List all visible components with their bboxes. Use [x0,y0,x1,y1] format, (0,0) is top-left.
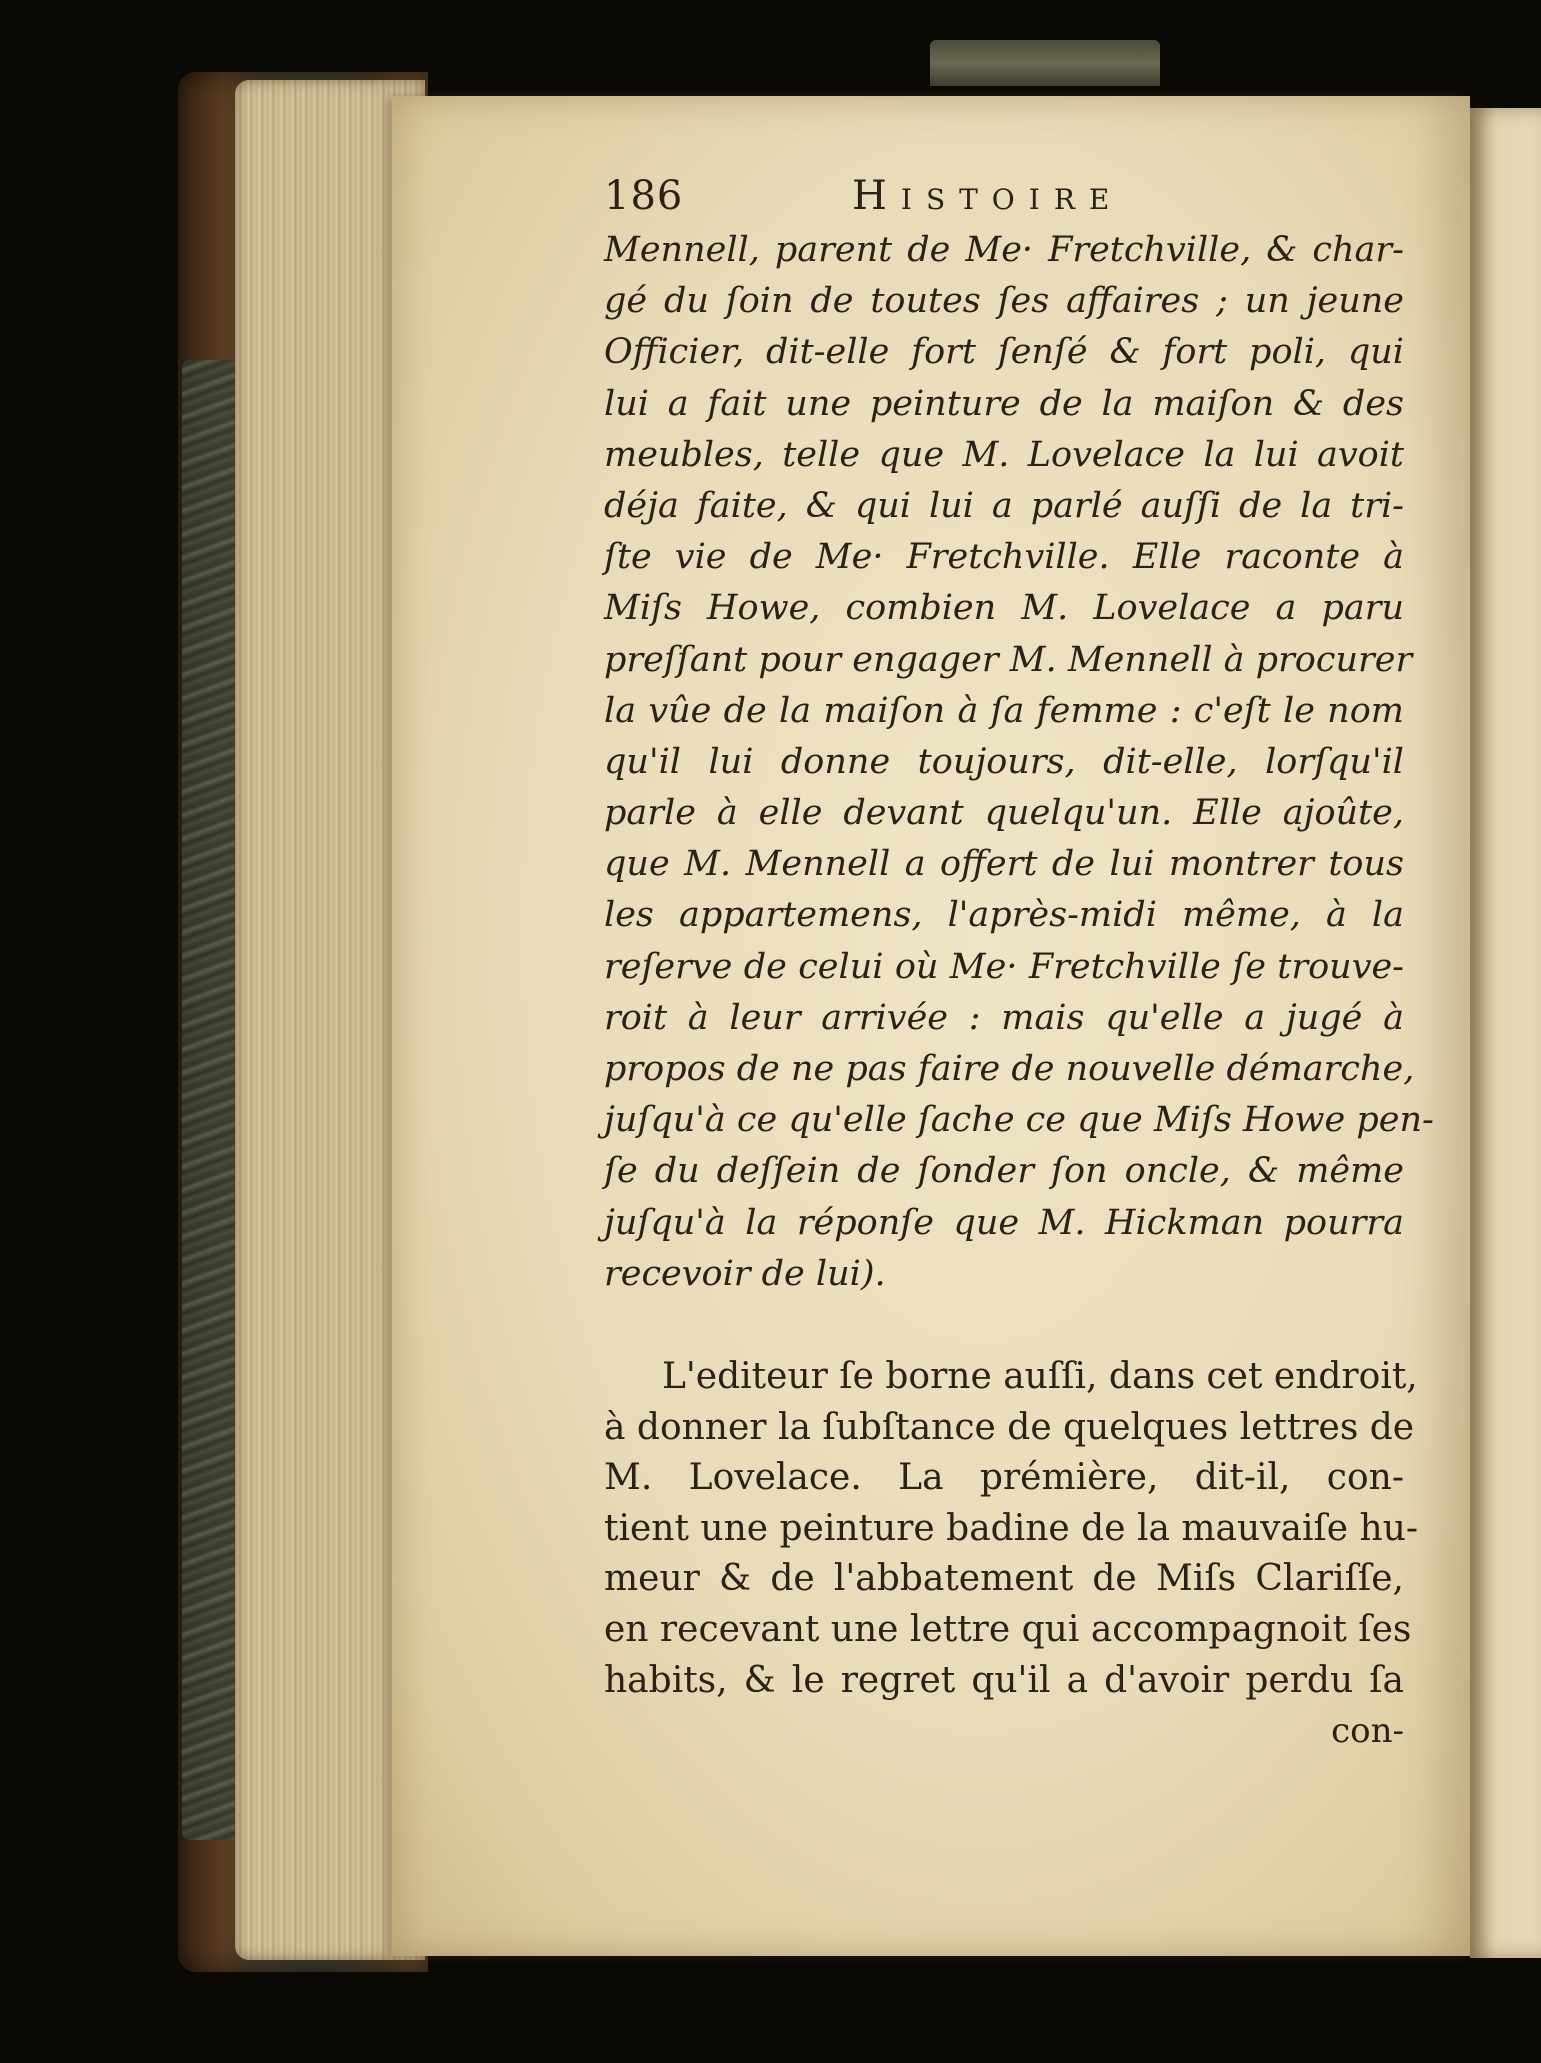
text-line: juſqu'à la réponſe que M. Hickman pourra [604,1202,1404,1243]
text-line: meur & de l'abbatement de Miſs Clariſſe, [604,1558,1404,1600]
text-line: gé du ſoin de toutes ſes affaires ; un jeune [604,281,1404,322]
marbled-cover-texture [182,360,242,1840]
text-line: lui a fait une peinture de la maiſon & des [604,383,1404,424]
text-line: Miſs Howe, combien M. Lovelace a paru [604,588,1404,629]
text-line: L'editeur ſe borne auſſi, dans cet endroit, [662,1355,1418,1397]
text-line: recevoir de lui). [604,1253,886,1294]
page-number: 186 [604,173,684,219]
text-line: preſſant pour engager M. Mennell à procurer [604,639,1413,680]
text-line: déja faite, & qui lui a parlé auſſi de la tri- [604,485,1404,526]
text-line: ſte vie de Me· Fretchville. Elle raconte à [604,537,1404,578]
text-line: roit à leur arrivée : mais qu'elle a jugé à [604,997,1404,1038]
text-line: Mennell, parent de Me· Fretchville, & char- [604,230,1404,270]
text-line: en recevant une lettre qui accompagnoit ſes [604,1608,1412,1650]
text-line: ſe du deſſein de ſonder ſon oncle, & même [604,1151,1404,1192]
italic-paragraph [604,225,1434,1300]
text-line: meubles, telle que M. Lovelace la lui avoit [604,434,1404,475]
text-line: M. Lovelace. La prémière, dit-il, con- [604,1457,1404,1499]
page-text-block [604,165,1434,1756]
text-line: à donner la ſubſtance de quelques lettres de [604,1406,1415,1448]
text-line: juſqu'à ce qu'elle ſache ce que Miſs Howe pen- [604,1100,1434,1141]
text-line: propos de ne pas faire de nouvelle démarche, [604,1049,1415,1089]
text-line: Officier, dit-elle fort ſenſé & fort poli, qui [604,332,1404,373]
running-head-title: Histoire [852,173,1124,219]
text-line: tient une peinture badine de la mauvaiſe hu- [604,1507,1419,1549]
text-line: qu'il lui donne toujours, dit-elle, lorſqu'il [604,741,1404,782]
roman-paragraph [604,1352,1419,1706]
book-spine-top [930,40,1160,86]
text-line: reſerve de celui où Me· Fretchville ſe trouve- [604,946,1404,987]
catchword: con- [1331,1711,1404,1752]
running-head [604,165,1404,225]
text-line: la vûe de la maiſon à ſa femme : c'eſt le nom [604,690,1404,731]
text-line: habits, & le regret qu'il a d'avoir perdu ſa [604,1659,1404,1701]
text-line: que M. Mennell a offert de lui montrer tous [604,844,1404,885]
text-line: parle à elle devant quelqu'un. Elle ajoûte, [604,793,1404,834]
paragraph-gap [604,1300,1404,1352]
facing-page-edge [1470,108,1541,1958]
text-line: les appartemens, l'après-midi même, à la [604,895,1404,936]
